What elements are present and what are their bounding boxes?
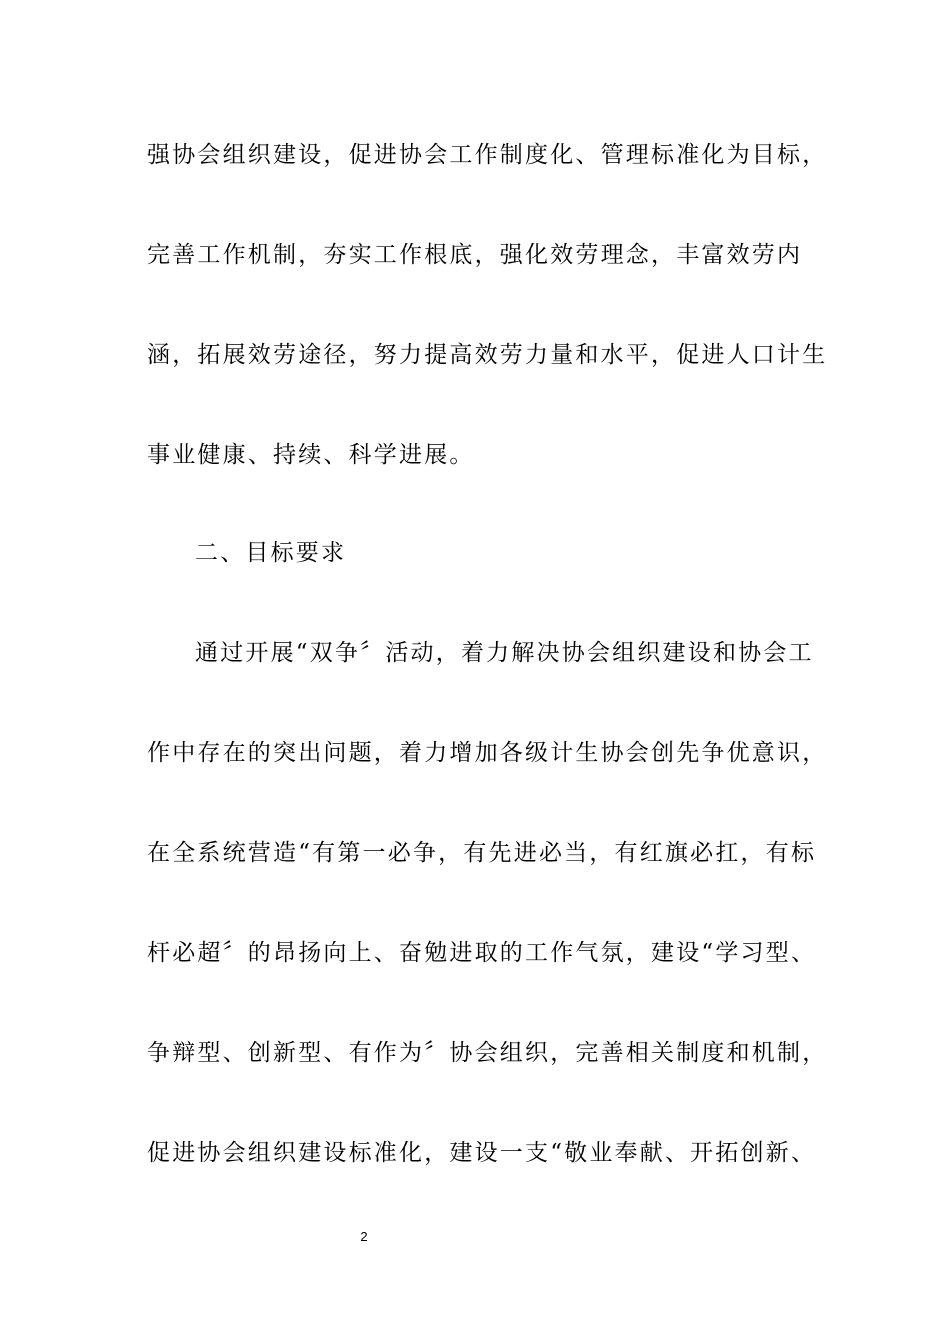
paragraph-line: 事业健康、持续、科学进展。 [147,442,475,468]
paragraph-line: 促进协会组织建设标准化，建设一支“敬业奉献、开拓创新、 [147,1140,817,1166]
paragraph-line: 完善工作机制，夯实工作根底，强化效劳理念，丰富效劳内 [147,242,803,268]
paragraph-line: 作中存在的突出问题，着力增加各级计生协会创先争优意识， [147,740,828,766]
paragraph-line: 争辩型、创新型、有作为〞协会组织，完善相关制度和机制， [147,1040,828,1066]
paragraph-line: 杆必超〞的昂扬向上、奋勉进取的工作气氛，建设“学习型、 [147,940,817,966]
paragraph-line: 在全系统营造“有第一必争，有先进必当，有红旗必扛，有标 [147,840,817,866]
page-number: 2 [360,1229,368,1244]
section-heading: 二、目标要求 [195,540,347,566]
paragraph-line: 涵，拓展效劳途径，努力提高效劳力量和水平，促进人口计生 [147,342,828,368]
paragraph-line: 通过开展“双争〞活动，着力解决协会组织建设和协会工 [195,640,814,666]
paragraph-line: 强协会组织建设，促进协会工作制度化、管理标准化为目标， [147,142,828,168]
